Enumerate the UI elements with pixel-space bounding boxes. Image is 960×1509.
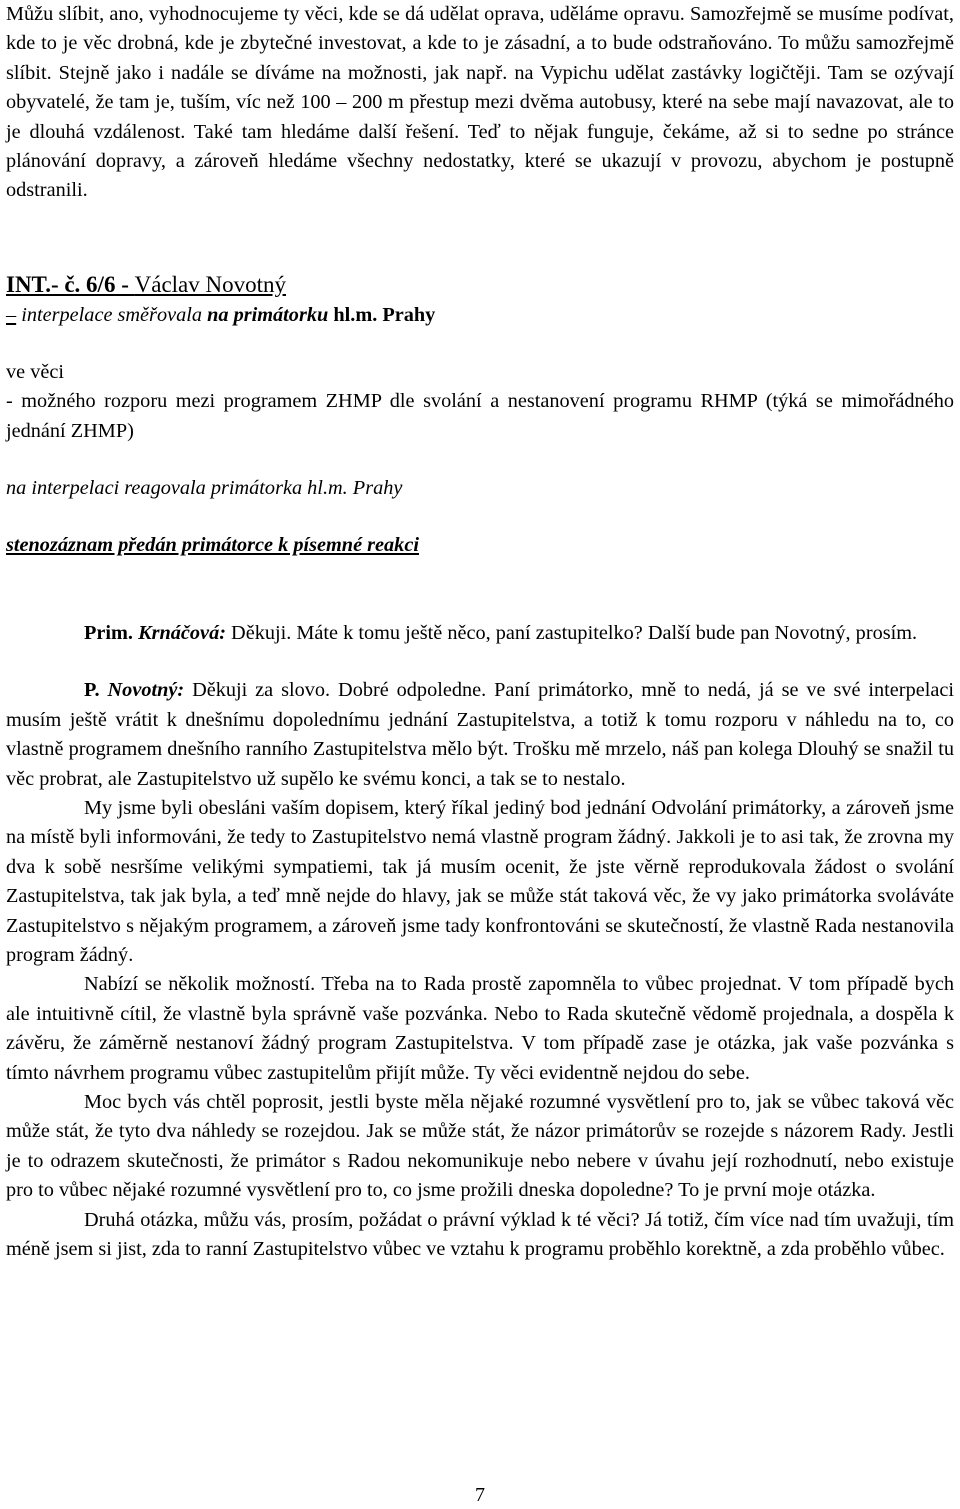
heading-separator: - [115, 271, 135, 297]
addressee-city: hl.m. Prahy [333, 303, 436, 326]
speaker-name: Krnáčová: [138, 621, 226, 644]
spacer [6, 206, 954, 270]
spacer [6, 330, 954, 358]
paragraph-2: Nabízí se několik možností. Třeba na to Rada prostě zapomněla to vůbec projednat. V tom případě bych ale intuitivně cítil, že vlastně byla správně vaše pozvánka. Nebo to Rada skutečně vědomě projednala, a dospěla k závěru, že záměrně nestanoví žádný program Zastupitelstva. V tom případě zase je otázka, jak vaše pozvánka s tímto návrhem programu vůbec zastupitelům přijít může. Ty věci evidentně nejdou do sebe. [6, 973, 954, 1084]
interpelation-author: Václav Novotný [134, 271, 287, 297]
addressee-line [6, 300, 954, 330]
status-line: stenozáznam předán primátorce k písemné reakci [6, 534, 419, 557]
spacer [6, 561, 954, 619]
addressee-target: na primátorku [207, 303, 329, 326]
spacer [6, 503, 954, 531]
addressee-prefix: interpelace směřovala [21, 303, 203, 326]
addressee-dash: – [6, 303, 17, 326]
dialogue-text: Děkuji. Máte k tomu ještě něco, paní zastupitelko? Další bude pan Novotný, prosím. [231, 621, 918, 644]
speaker-name: Novotný: [107, 679, 185, 702]
speaker-abbr: P. [84, 679, 100, 702]
intro-paragraph: Můžu slíbit, ano, vyhodnocujeme ty věci, kde se dá udělat oprava, uděláme opravu. Samozřejmě se musíme podívat, kde to je věc drobná, kde je zbytečné investovat, a kde to je zásadní, a to bude odstraňováno. To můžu samozřejmě slíbit. Stejně jako i nadále se díváme na možnosti, jak např. na Vypichu udělat zastávky logičtěji. Tam se ozývají obyvatelé, že tam je, tuším, víc než 100 – 200 m přestup mezi dvěma autobusy, které na sebe mají navazovat, ale to je dlouhá vzdálenost. Také tam hledáme další řešení. Teď to nějak funguje, čekáme, až si to sedne po stránce plánování dopravy, a zároveň hledáme všechny nedostatky, které se ukazují v provozu, abychom je postupně odstranili. [6, 3, 954, 202]
interpelation-heading [6, 270, 954, 300]
dialogue-krnacova [6, 619, 954, 648]
document-page [6, 0, 954, 1264]
paragraph-4: Druhá otázka, můžu vás, prosím, požádat o právní výklad k té věci? Já totiž, čím více nad tím uvažuji, tím méně jsem si jist, zda to ranní Zastupitelstvo vůbec ve vztahu k programu proběhlo korektně, a zda proběhlo vůbec. [6, 1208, 954, 1260]
spacer [6, 446, 954, 474]
interpelation-number: INT.- č. 6/6 [6, 271, 116, 297]
paragraph-3: Moc bych vás chtěl poprosit, jestli byste měla nějaké rozumné vysvětlení pro to, jak se vůbec taková věc může stát, že tyto dva náhledy se rozejdou. Jak se může stát, že názor primátorův se rozejde s názorem Rady. Jestli je to odrazem skutečnosti, že primátor s Radou nekomunikuje nebo nebere v úvahu její rozhodnutí, nebo existuje pro to vůbec nějaké rozumné vysvětlení pro to, co jsme prožili dneska dopoledne? To je první moje otázka. [6, 1090, 954, 1202]
subject-text: - možného rozporu mezi programem ZHMP dle svolání a nestanovení programu RHMP (týká se mimořádného jednání ZHMP) [6, 390, 954, 442]
spacer [6, 648, 954, 676]
subject-label: ve věci [6, 360, 64, 383]
speaker-abbr: Prim. [84, 621, 133, 644]
reaction-line: na interpelaci reagovala primátorka hl.m. Prahy [6, 477, 403, 500]
dialogue-novotny [6, 676, 954, 794]
page-number: 7 [475, 1484, 485, 1506]
paragraph-1: My jsme byli obesláni vaším dopisem, který říkal jediný bod jednání Odvolání primátorky, a zároveň jsme na místě byli informováni, že tedy to Zastupitelstvo nemá vlastně program žádný. Jakkoli je to asi tak, že zrovna my dva k sobě nesršíme velikými sympatiemi, tak já musím ocenit, že jste věrně reprodukovala žádost o svolání Zastupitelstva, tak jak byla, a teď mně nejde do hlavy, jak se může stát taková věc, že vy jako primátorka svoláváte Zastupitelstvo s nějakým programem, a zároveň jsme tady konfrontováni se skutečností, že vlastně Rada nestanovila program žádný. [6, 796, 954, 966]
dialogue-text: Děkuji za slovo. Dobré odpoledne. Paní primátorko, mně to nedá, já se ve své interpelaci musím ještě vrátit k dnešnímu dopolednímu jednání Zastupitelstva, a totiž k tomu rozporu v náhledu na to, co vlastně programem dnešního ranního Zastupitelstva mělo být. Trošku mě mrzelo, náš pan kolega Dlouhý se snažil tu věc probrat, ale Zastupitelstvo už supělo ke svému konci, a tak se to nestalo. [6, 679, 954, 790]
